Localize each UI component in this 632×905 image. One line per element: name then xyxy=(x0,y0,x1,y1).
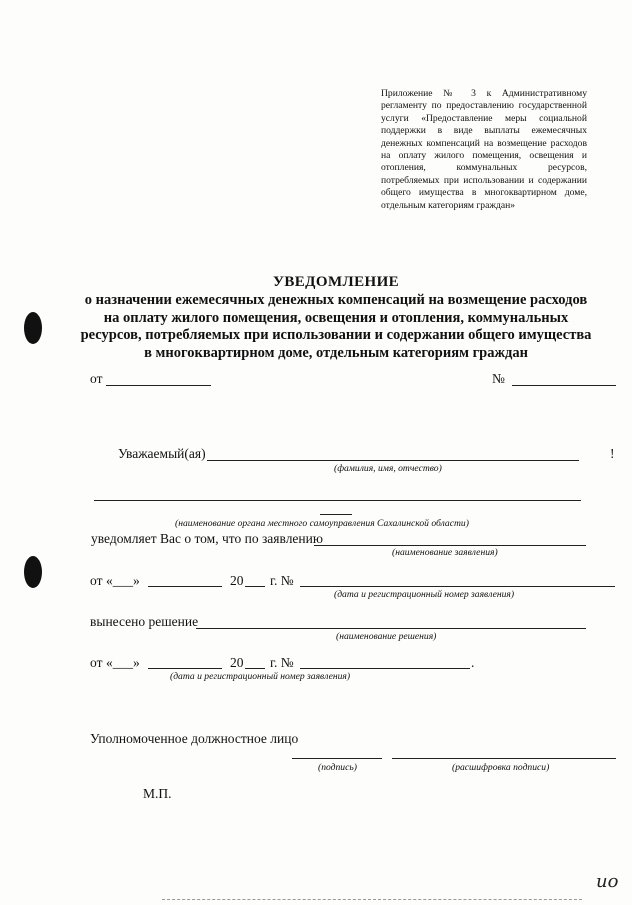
greeting-exclamation: ! xyxy=(610,446,615,461)
decision-label: вынесено решение xyxy=(90,614,199,629)
organ-name-line[interactable] xyxy=(94,500,581,501)
signature-transcript-line[interactable] xyxy=(392,758,616,759)
date1-from-label: от xyxy=(90,573,103,588)
number-label: № xyxy=(492,371,505,386)
title-main: УВЕДОМЛЕНИЕ xyxy=(272,274,400,290)
date2-number-label: г. № xyxy=(270,655,294,670)
document-title xyxy=(80,274,592,363)
recipient-name-line[interactable] xyxy=(207,460,579,461)
date2-year-prefix: 20 xyxy=(230,655,244,670)
date1-month-line[interactable] xyxy=(148,586,222,587)
decision-caption: (наименование решения) xyxy=(336,631,437,642)
appendix-note: Приложение № 3 к Административному регламенту по предоставлению государственной услуги «Предоставление меры социальной поддержки в виде выплаты ежемесячных денежных компенсаций на возмещение расходов на оплату жилого помещения, освещения и отопления, коммунальных ресурсов, потребляемых при использовании и содержании общего имущества в многоквартирном доме, отдельным категориям граждан» xyxy=(381,88,587,211)
application-name-line[interactable] xyxy=(314,545,586,546)
date1-number-label: г. № xyxy=(270,573,294,588)
organ-name-line-short xyxy=(320,514,352,515)
organ-name-caption: (наименование органа местного самоуправления Сахалинской области) xyxy=(175,518,469,529)
from-date-line[interactable] xyxy=(106,385,211,386)
decision-line[interactable] xyxy=(196,628,586,629)
date2-caption: (дата и регистрационный номер заявления) xyxy=(170,671,351,682)
signature-line[interactable] xyxy=(292,758,382,759)
official-label: Уполномоченное должностное лицо xyxy=(90,731,299,746)
date2-number-line[interactable] xyxy=(300,668,470,669)
seal-label: М.П. xyxy=(143,786,172,801)
date2-year-line[interactable] xyxy=(245,668,265,669)
title-subtitle: о назначении ежемесячных денежных компенсаций на возмещение расходов на оплату жилого помещения, освещения и отопления, коммунальных ресурсов, потребляемых при использовании и содержании общего имущества в многоквартирном доме, отдельным категориям граждан xyxy=(80,291,592,362)
date2-end-period: . xyxy=(471,655,475,670)
date1-year-prefix: 20 xyxy=(230,573,244,588)
date2-from-label: от xyxy=(90,655,103,670)
date2-day[interactable]: «___» xyxy=(106,655,140,670)
recipient-name-caption: (фамилия, имя, отчество) xyxy=(334,463,442,474)
page-bottom-edge xyxy=(162,899,582,900)
punch-hole-bottom xyxy=(24,556,42,588)
greeting-label: Уважаемый(ая) xyxy=(118,446,206,461)
date1-day[interactable]: «___» xyxy=(106,573,140,588)
signature-transcript-caption: (расшифровка подписи) xyxy=(452,762,550,773)
number-line[interactable] xyxy=(512,385,616,386)
date1-caption: (дата и регистрационный номер заявления) xyxy=(334,589,515,600)
handwritten-page-number: ио xyxy=(596,871,619,892)
notify-label: уведомляет Вас о том, что по заявлению xyxy=(91,531,323,546)
from-label: от xyxy=(90,371,103,386)
date1-number-line[interactable] xyxy=(300,586,615,587)
punch-hole-top xyxy=(24,312,42,344)
date2-month-line[interactable] xyxy=(148,668,222,669)
application-name-caption: (наименование заявления) xyxy=(392,547,498,558)
signature-caption: (подпись) xyxy=(318,762,357,773)
date1-year-line[interactable] xyxy=(245,586,265,587)
